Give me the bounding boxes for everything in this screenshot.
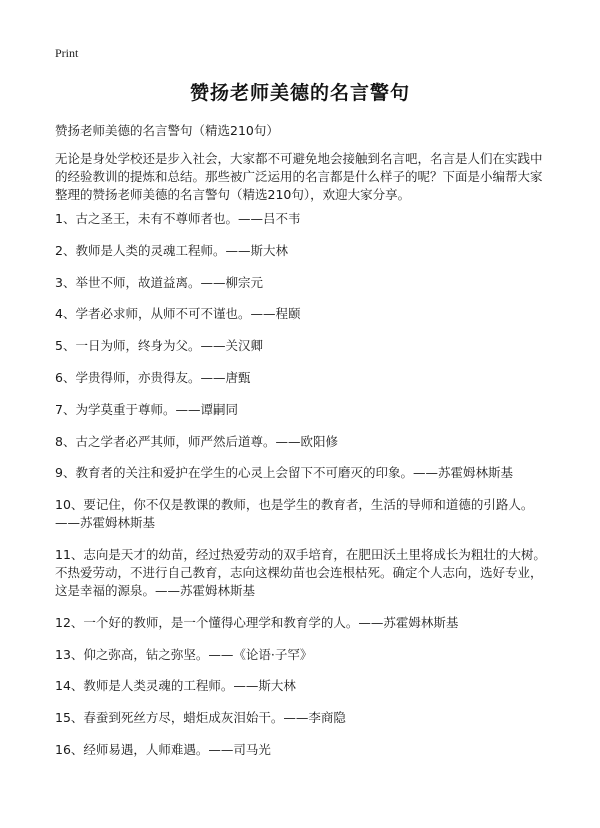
article-subtitle: 赞扬老师美德的名言警句（精选210句） [55, 123, 279, 138]
quote-item: 12、一个好的教师，是一个懂得心理学和教育学的人。——苏霍姆林斯基 [55, 614, 459, 630]
quote-list [55, 210, 550, 773]
quote-item: 5、一日为师，终身为父。——关汉卿 [55, 338, 263, 354]
quote-item: 6、学贵得师，亦贵得友。——唐甄 [55, 369, 251, 385]
quote-item: 8、古之学者必严其师，师严然后道尊。——欧阳修 [55, 433, 338, 449]
page-title: 赞扬老师美德的名言警句 [189, 82, 410, 104]
quote-item: 11、志向是天才的幼苗，经过热爱劳动的双手培育，在肥田沃土里将成长为粗壮的大树。不热爱劳动，不进行自己教育，志向这棵幼苗也会连根枯死。确定个人志向，选好专业，这是幸福的源泉。——苏霍姆林斯基 [55, 546, 546, 598]
quote-item: 16、经师易遇，人师难遇。——司马光 [55, 741, 271, 757]
quote-item: 1、古之圣王，未有不尊师者也。——吕不韦 [55, 211, 301, 226]
print-link[interactable]: Print [55, 46, 79, 60]
quote-item: 13、仰之弥高，钻之弥坚。——《论语·子罕》 [55, 646, 313, 662]
quote-item: 2、教师是人类的灵魂工程师。——斯大林 [55, 242, 288, 258]
quote-item: 9、教育者的关注和爱护在学生的心灵上会留下不可磨灭的印象。——苏霍姆林斯基 [55, 465, 513, 481]
quote-item: 7、为学莫重于尊师。——谭嗣同 [55, 401, 238, 417]
quote-item: 3、举世不师，故道益离。——柳宗元 [55, 274, 263, 290]
intro-paragraph: 无论是身处学校还是步入社会，大家都不可避免地会接触到名言吧，名言是人们在实践中的经验教训的提炼和总结。那些被广泛运用的名言都是什么样子的呢？下面是小编帮大家整理的赞扬老师美德的名言警句（精选210句），欢迎大家分享。 [55, 151, 543, 202]
quote-item: 10、要记住，你不仅是教课的教师，也是学生的教育者，生活的导师和道德的引路人。——苏霍姆林斯基 [55, 497, 534, 531]
quote-item: 4、学者必求师，从师不可不谨也。——程颐 [55, 306, 301, 322]
quote-item: 15、春蚕到死丝方尽，蜡炬成灰泪始干。——李商隐 [55, 710, 346, 726]
quote-item: 14、教师是人类灵魂的工程师。——斯大林 [55, 678, 296, 694]
